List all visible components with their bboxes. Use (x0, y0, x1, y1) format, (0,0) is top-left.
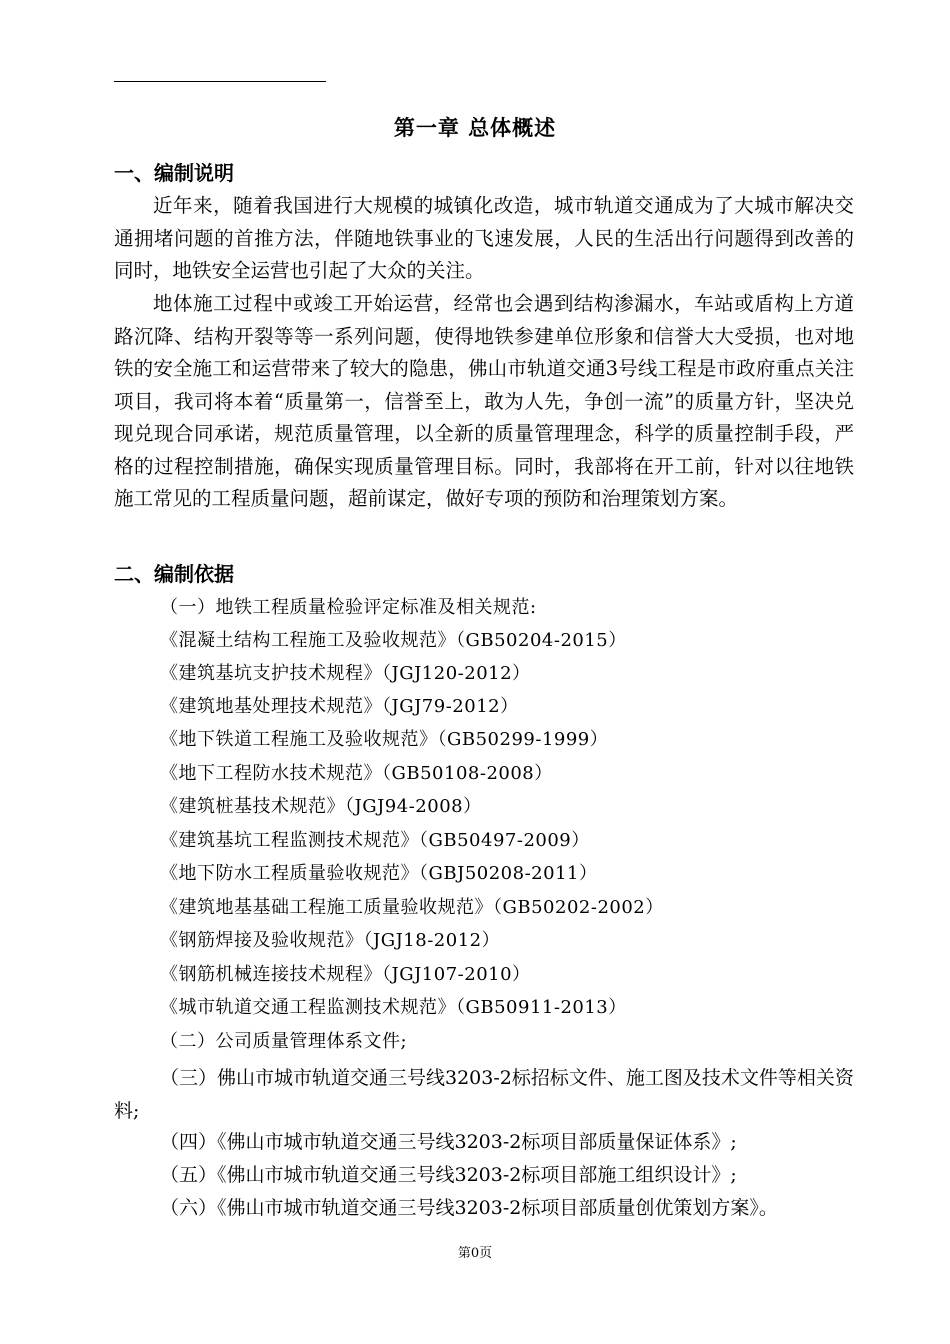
standard-item: 《建筑基坑工程监测技术规范》（GB50497-2009） (160, 830, 590, 851)
basis-item-3: （三）佛山市城市轨道交通三号线3203-2标招标文件、施工图及技术文件等相关资料; (114, 1067, 854, 1122)
section-heading-2: 二、编制依据 (114, 562, 234, 586)
standard-item: 《混凝土结构工程施工及验收规范》（GB50204-2015） (160, 630, 627, 651)
standard-item: 《建筑基坑支护技术规程》（JGJ120-2012） (160, 663, 531, 684)
page-number: 第0页 (457, 1246, 493, 1261)
paragraph-2: 地体施工过程中或竣工开始运营，经常也会遇到结构渗漏水，车站或盾构上方道路沉降、结构开裂等等一系列问题，使得地铁参建单位形象和信誉大大受损，也对地铁的安全施工和运营带来了较大的隐患，佛山市轨道交通3号线工程是市政府重点关注项目，我司将本着“质量第一，信誉至上，敢为人先，争创一流”的质量方针，坚决兑现兑现合同承诺，规范质量管理，以全新的质量管理理念，科学的质量控制手段，严格的过程控制措施，确保实现质量管理目标。同时，我部将在开工前，针对以往地铁施工常见的工程质量问题，超前谋定，做好专项的预防和治理策划方案。 (114, 292, 854, 510)
standard-item: 《城市轨道交通工程监测技术规范》（GB50911-2013） (160, 997, 627, 1018)
standard-item: 《地下工程防水技术规范》（GB50108-2008） (160, 763, 553, 784)
chapter-title: 第一章 总体概述 (393, 116, 557, 140)
basis-intro: （一）地铁工程质量检验评定标准及相关规范: (160, 597, 537, 618)
standard-item: 《地下铁道工程施工及验收规范》（GB50299-1999） (160, 729, 609, 750)
standard-item: 《钢筋焊接及验收规范》（JGJ18-2012） (160, 930, 501, 951)
section-heading-1: 一、编制说明 (114, 161, 234, 185)
basis-item-2: （二）公司质量管理体系文件; (160, 1031, 408, 1052)
basis-item-5: （五）《佛山市城市轨道交通三号线3203-2标项目部施工组织设计》; (160, 1164, 737, 1186)
paragraph-1: 近年来，随着我国进行大规模的城镇化改造，城市轨道交通成为了大城市解决交通拥堵问题的首推方法，伴随地铁事业的飞速发展，人民的生活出行问题得到改善的同时，地铁安全运营也引起了大众的关注。 (114, 194, 854, 282)
basis-item-4: （四）《佛山市城市轨道交通三号线3203-2标项目部质量保证体系》; (160, 1131, 737, 1153)
standard-item: 《建筑地基基础工程施工质量验收规范》（GB50202-2002） (160, 897, 664, 918)
basis-item-6: （六）《佛山市城市轨道交通三号线3203-2标项目部质量创优策划方案》。 (160, 1197, 778, 1219)
standard-item: 《钢筋机械连接技术规程》（JGJ107-2010） (160, 964, 531, 985)
standard-item: 《建筑地基处理技术规范》（JGJ79-2012） (160, 696, 519, 717)
standard-item: 《地下防水工程质量验收规范》（GBJ50208-2011） (160, 863, 598, 884)
header-rule (114, 81, 326, 82)
standard-item: 《建筑桩基技术规范》（JGJ94-2008） (160, 796, 482, 817)
